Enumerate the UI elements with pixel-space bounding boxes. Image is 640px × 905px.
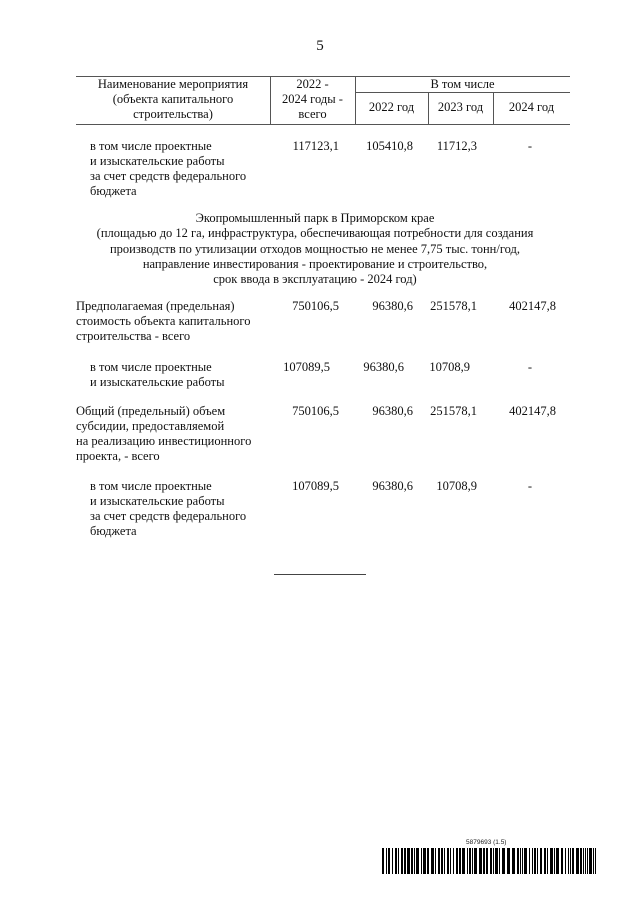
barcode-bar bbox=[467, 848, 468, 874]
barcode-bar bbox=[404, 848, 406, 874]
barcode-bar bbox=[595, 848, 596, 874]
barcode-bar bbox=[421, 848, 422, 874]
barcode-bar bbox=[490, 848, 492, 874]
barcode-bar bbox=[580, 848, 582, 874]
barcode-bar bbox=[472, 848, 473, 874]
barcode-bar bbox=[572, 848, 574, 874]
barcode-bar bbox=[587, 848, 588, 874]
barcode-bar bbox=[550, 848, 553, 874]
barcode-bar bbox=[416, 848, 419, 874]
row-2023: 10708,9 bbox=[436, 479, 477, 493]
barcode-bar bbox=[441, 848, 443, 874]
barcode-bar bbox=[576, 848, 579, 874]
barcode-bar bbox=[447, 848, 449, 874]
row-total: 107089,5 bbox=[283, 360, 330, 374]
barcode-bar bbox=[589, 848, 592, 874]
row-total: 117123,1 bbox=[292, 139, 339, 153]
row-2022: 96380,6 bbox=[372, 404, 413, 418]
barcode-bar bbox=[444, 848, 445, 874]
barcode-bar bbox=[462, 848, 465, 874]
barcode-bar bbox=[453, 848, 454, 874]
header-year-2024: 2024 год bbox=[508, 100, 555, 114]
barcode-bar bbox=[407, 848, 410, 874]
barcode-bar bbox=[502, 848, 505, 874]
row-2022: 105410,8 bbox=[366, 139, 413, 153]
barcode-bar bbox=[537, 848, 538, 874]
barcode-bar bbox=[392, 848, 393, 874]
barcode-bar bbox=[532, 848, 533, 874]
barcode-bar bbox=[495, 848, 498, 874]
header-col-group: В том числе bbox=[430, 77, 495, 91]
barcode-bar bbox=[401, 848, 403, 874]
row-label: Общий (предельный) объем субсидии, предоставляемой на реализацию инвестиционного проекта, - всего bbox=[76, 404, 252, 463]
barcode-bar bbox=[534, 848, 536, 874]
end-rule bbox=[274, 574, 366, 575]
barcode-bar bbox=[435, 848, 436, 874]
row-2024: - bbox=[527, 139, 533, 153]
barcode-bar bbox=[395, 848, 397, 874]
barcode-bar bbox=[386, 848, 387, 874]
row-label: в том числе проектные и изыскательские работы за счет средств федерального бюджета bbox=[90, 139, 247, 198]
barcode-bar bbox=[469, 848, 471, 874]
section-title: Экопромышленный парк в Приморском крае (площадью до 12 га, инфраструктура, обеспечивающая потребности для создания производств по утилизации отходов мощностью не менее 7,75 тыс. тонн/год, направление инвестирования - проектирование и строительство, срок ввода в эксплуатацию - 2024 год) bbox=[96, 211, 534, 287]
barcode-bar bbox=[556, 848, 559, 874]
barcode-bar bbox=[540, 848, 542, 874]
row-total: 750106,5 bbox=[292, 299, 339, 313]
barcode-bar bbox=[520, 848, 521, 874]
header-bottom-rule bbox=[76, 124, 570, 125]
barcode-bar bbox=[398, 848, 399, 874]
barcode-bar bbox=[423, 848, 426, 874]
barcode-bar bbox=[382, 848, 384, 874]
barcode-bar bbox=[512, 848, 515, 874]
barcode-bar bbox=[474, 848, 477, 874]
row-2024: 402147,8 bbox=[509, 404, 556, 418]
barcode-bar bbox=[561, 848, 563, 874]
row-label: Предполагаемая (предельная) стоимость объекта капитального строительства - всего bbox=[76, 299, 251, 343]
barcode-bar bbox=[507, 848, 510, 874]
barcode-bar bbox=[388, 848, 390, 874]
page-number: 5 bbox=[316, 38, 324, 54]
barcode-bar bbox=[411, 848, 413, 874]
barcode-bar bbox=[438, 848, 440, 874]
barcode-bar bbox=[450, 848, 451, 874]
barcode-bar bbox=[522, 848, 523, 874]
row-2024: - bbox=[527, 479, 533, 493]
barcode-bar bbox=[483, 848, 485, 874]
barcode-bar bbox=[493, 848, 494, 874]
barcode-bar bbox=[593, 848, 594, 874]
row-label: в том числе проектные и изыскательские работы bbox=[90, 360, 225, 389]
row-2022: 96380,6 bbox=[363, 360, 404, 374]
row-2022: 96380,6 bbox=[372, 479, 413, 493]
barcode-bar bbox=[554, 848, 555, 874]
row-2024: 402147,8 bbox=[509, 299, 556, 313]
barcode-bar bbox=[585, 848, 586, 874]
header-year-2022: 2022 год bbox=[368, 100, 415, 114]
barcode-bar bbox=[517, 848, 519, 874]
barcode-bar bbox=[544, 848, 546, 874]
row-label: в том числе проектные и изыскательские работы за счет средств федерального бюджета bbox=[90, 479, 247, 538]
barcode-bar bbox=[565, 848, 566, 874]
barcode-bar bbox=[486, 848, 488, 874]
barcode-bar bbox=[524, 848, 527, 874]
row-2023: 10708,9 bbox=[429, 360, 470, 374]
barcode-bar bbox=[568, 848, 569, 874]
row-2022: 96380,6 bbox=[372, 299, 413, 313]
row-total: 107089,5 bbox=[292, 479, 339, 493]
header-col-total: 2022 - 2024 годы - всего bbox=[282, 77, 343, 121]
row-2024: - bbox=[527, 360, 533, 374]
row-2023: 251578,1 bbox=[430, 404, 477, 418]
barcode-label: 5879693 (1.5) bbox=[466, 839, 507, 846]
barcode-bar bbox=[459, 848, 461, 874]
barcode-bar bbox=[583, 848, 584, 874]
barcode-bar bbox=[499, 848, 500, 874]
barcode-bar bbox=[414, 848, 415, 874]
header-group-rule bbox=[355, 92, 570, 93]
row-total: 750106,5 bbox=[292, 404, 339, 418]
row-2023: 251578,1 bbox=[430, 299, 477, 313]
barcode-bar bbox=[431, 848, 434, 874]
header-year-2023: 2023 год bbox=[437, 100, 484, 114]
barcode-bar bbox=[427, 848, 429, 874]
barcode-bar bbox=[570, 848, 571, 874]
header-col-name: Наименование мероприятия (объекта капитального строительства) bbox=[97, 77, 249, 121]
barcode-bar bbox=[529, 848, 530, 874]
barcode bbox=[382, 848, 596, 874]
barcode-bar bbox=[479, 848, 482, 874]
barcode-bar bbox=[456, 848, 458, 874]
barcode-bar bbox=[547, 848, 548, 874]
row-2023: 11712,3 bbox=[436, 139, 477, 153]
